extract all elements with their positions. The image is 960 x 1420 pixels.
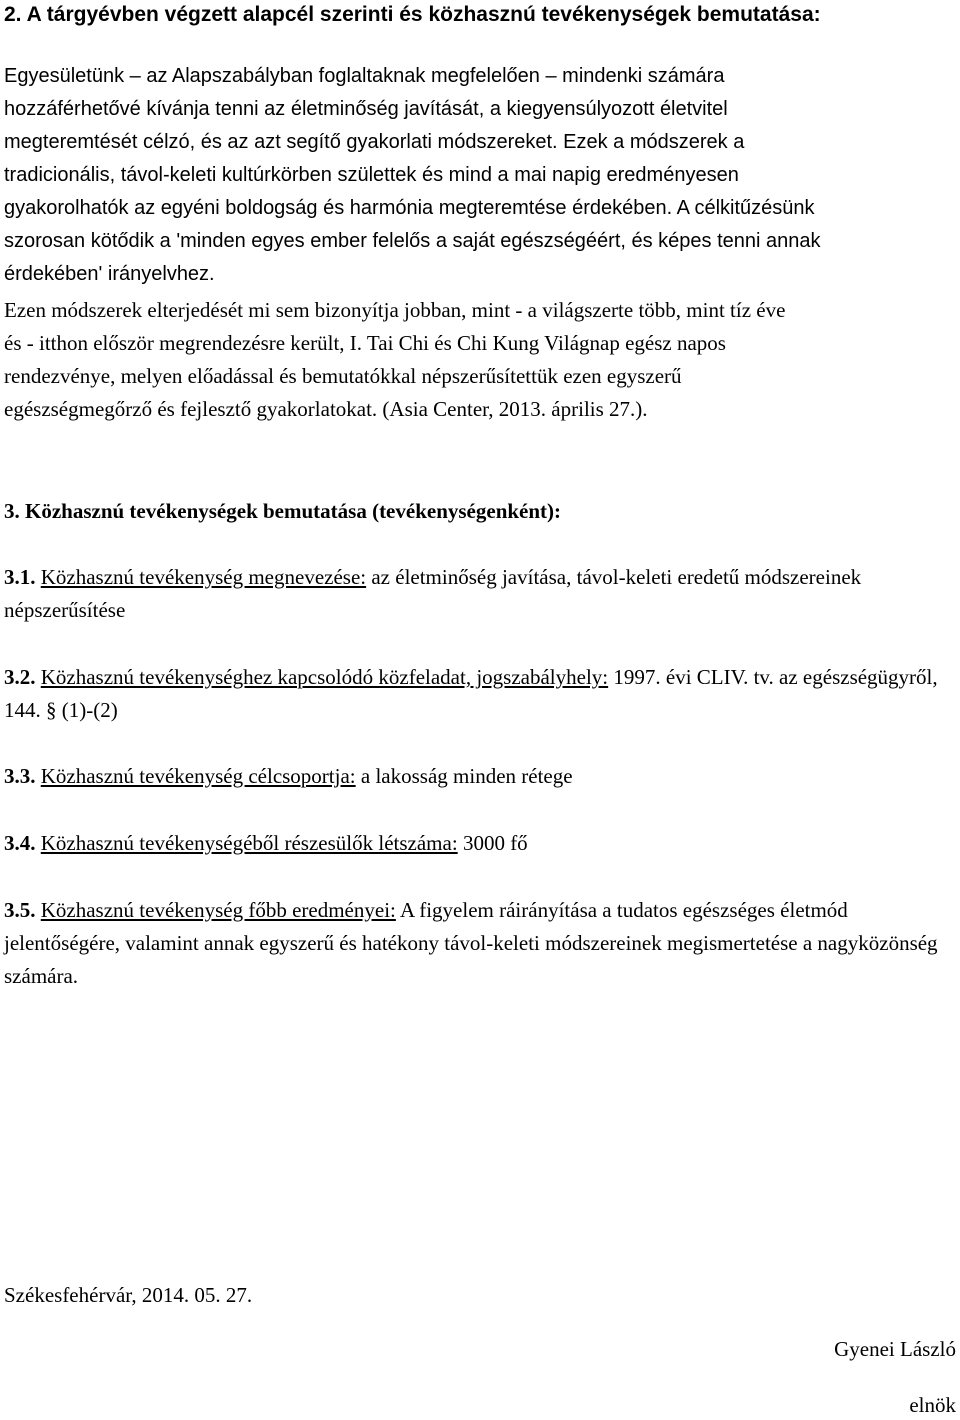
paragraph-line: Ezen módszerek elterjedését mi sem bizonyítja jobban, mint - a világszerte több, mint tíz éve — [4, 298, 786, 322]
paragraph-line: rendezvénye, melyen előadással és bemutatókkal népszerűsítettük ezen egyszerű — [4, 364, 682, 388]
item-value: A figyelem ráirányítása a tudatos egészséges életmód jelentőségére, valamint annak egyszerű és hatékony távol-keleti módszereinek megismertetése a nagyközönség számára. — [4, 898, 938, 988]
activity-item-3-1 — [4, 561, 956, 627]
activity-item-3-5 — [4, 894, 956, 993]
item-label: Közhasznú tevékenységéből részesülők létszáma: — [40, 831, 458, 855]
item-value: a lakosság minden rétege — [355, 764, 573, 788]
signer-role: elnök — [909, 1393, 956, 1417]
place-and-date: Székesfehérvár, 2014. 05. 27. — [4, 1283, 253, 1307]
item-number: 3.5. — [4, 898, 36, 922]
paragraph-line: és - itthon először megrendezésre került, I. Tai Chi és Chi Kung Világnap egész napos — [4, 331, 726, 355]
signer-name: Gyenei László — [834, 1337, 956, 1361]
paragraph-line: tradicionális, távol-keleti kultúrkörben születtek és mind a mai napig eredményesen — [4, 164, 739, 186]
activity-item-3-3 — [4, 760, 956, 793]
item-label: Közhasznú tevékenység célcsoportja: — [40, 764, 356, 788]
paragraph-line: Egyesületünk – az Alapszabályban foglaltaknak megfelelően – mindenki számára — [4, 65, 725, 87]
item-value: 3000 fő — [457, 831, 528, 855]
item-number: 3.4. — [4, 831, 36, 855]
section-2-heading: 2. A tárgyévben végzett alapcél szerinti és közhasznú tevékenységek bemutatása: — [4, 3, 821, 26]
paragraph-line: gyakorolhatók az egyéni boldogság és harmónia megteremtése érdekében. A célkitűzésünk — [4, 197, 815, 219]
section-2-paragraph-2 — [4, 294, 785, 426]
item-value: 1997. évi CLIV. tv. az egészségügyről, 144. § (1)-(2) — [4, 665, 938, 722]
item-number: 3.2. — [4, 665, 36, 689]
section-2-paragraph-1 — [4, 60, 821, 291]
item-label: Közhasznú tevékenység megnevezése: — [40, 565, 367, 589]
paragraph-line: megteremtését célzó, és az azt segítő gyakorlati módszereket. Ezek a módszerek a — [4, 131, 745, 153]
item-value: az életminőség javítása, távol-keleti eredetű módszereinek népszerűsítése — [4, 565, 862, 622]
paragraph-line: érdekében' irányelvhez. — [4, 263, 215, 285]
item-number: 3.3. — [4, 764, 36, 788]
item-number: 3.1. — [4, 565, 36, 589]
section-3-heading: 3. Közhasznú tevékenységek bemutatása (tevékenységenként): — [4, 499, 562, 523]
paragraph-line: hozzáférhetővé kívánja tenni az életminőség javítását, a kiegyensúlyozott életvitel — [4, 98, 728, 120]
paragraph-line: szorosan kötődik a 'minden egyes ember felelős a saját egészségéért, és képes tenni annak — [4, 230, 821, 252]
item-label: Közhasznú tevékenységhez kapcsolódó közfeladat, jogszabályhely: — [40, 665, 609, 689]
item-label: Közhasznú tevékenység főbb eredményei: — [40, 898, 396, 922]
paragraph-line: egészségmegőrző és fejlesztő gyakorlatokat. (Asia Center, 2013. április 27.). — [4, 397, 648, 421]
activity-item-3-2 — [4, 661, 956, 727]
activity-item-3-4 — [4, 827, 956, 860]
